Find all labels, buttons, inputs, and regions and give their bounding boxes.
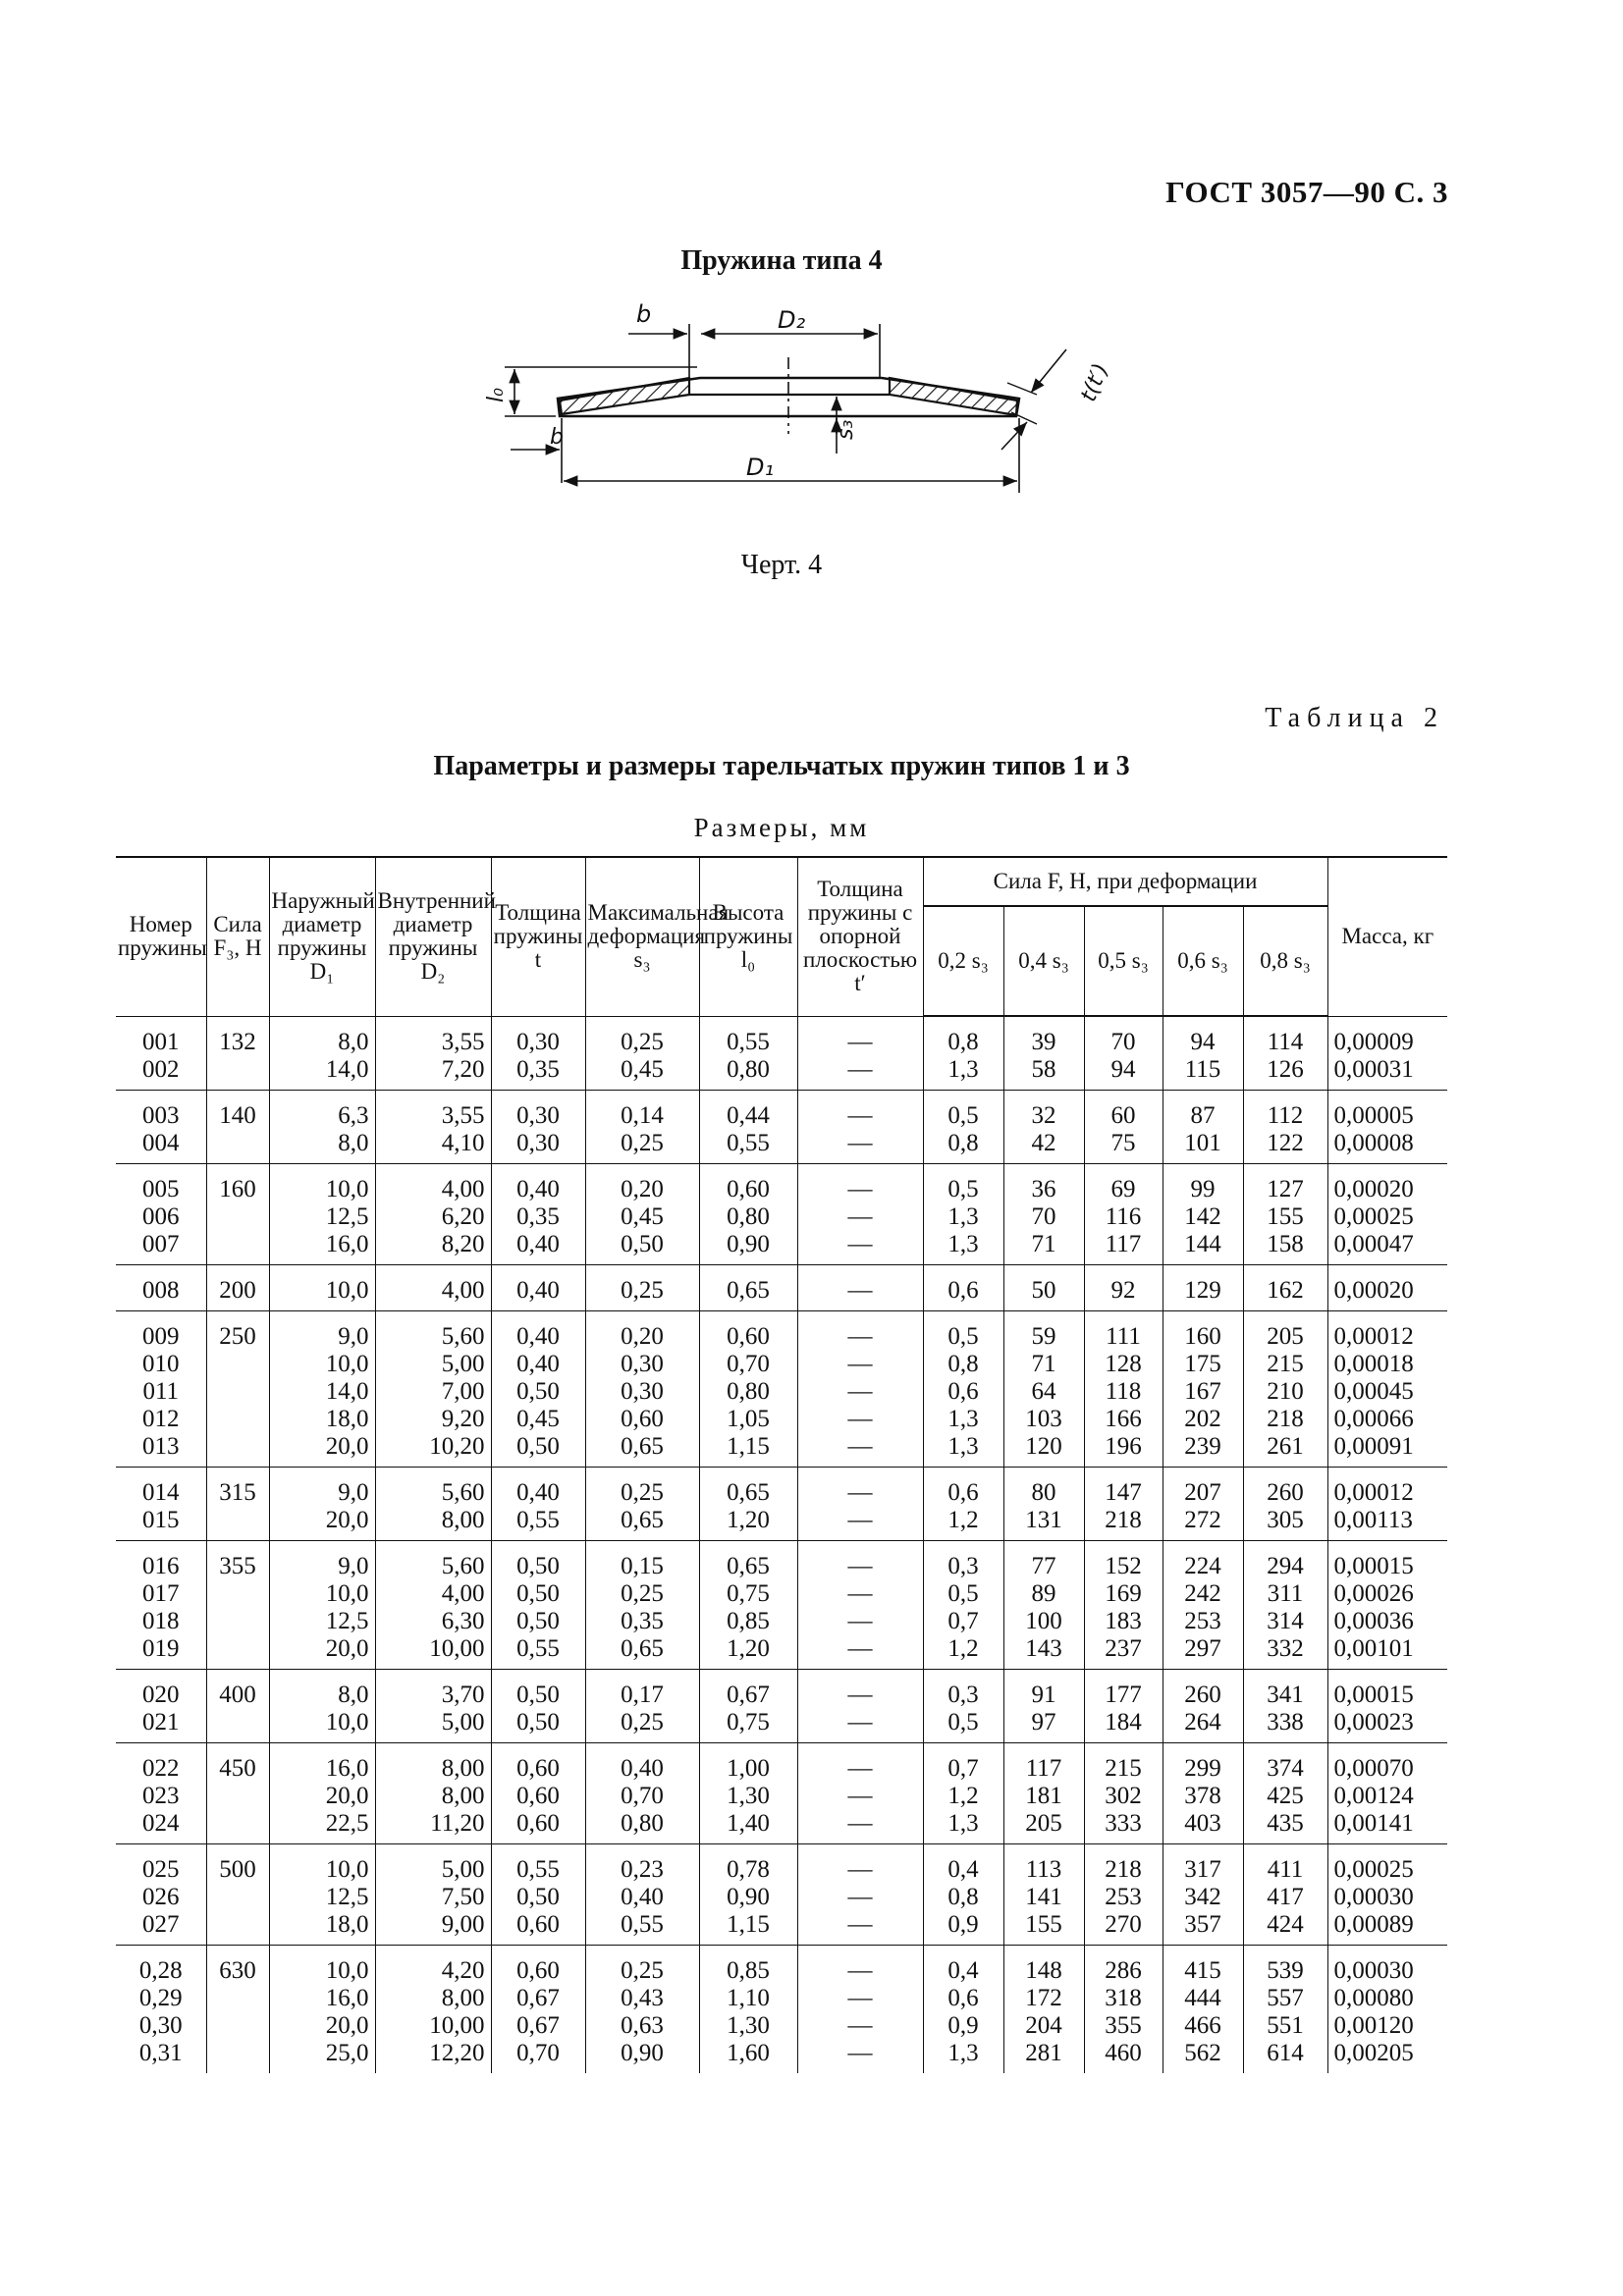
cell-f08: 539 557 551 614 [1243,1946,1327,2074]
cell-thickness: 0,30 0,35 [491,1016,585,1091]
cell-f02: 0,5 1,3 1,3 [923,1164,1003,1265]
cell-force: 630 [206,1946,269,2074]
s3-label: s₃ [834,419,858,440]
col-header-thickness: Толщина пружины t [491,857,585,1016]
cell-mass: 0,00015 0,00023 [1327,1670,1447,1743]
cell-f06: 160 175 167 202 239 [1163,1311,1243,1468]
col-header-deformation: Максимальная деформация s₃ [585,857,699,1016]
cell-mass: 0,00012 0,00018 0,00045 0,00066 0,00091 [1327,1311,1447,1468]
cell-f04: 77 89 100 143 [1003,1541,1084,1670]
cell-f04: 117 181 205 [1003,1743,1084,1844]
cell-mass: 0,00005 0,00008 [1327,1091,1447,1164]
cell-mass: 0,00012 0,00113 [1327,1468,1447,1541]
cell-f05: 69 116 117 [1084,1164,1163,1265]
cell-d2: 4,20 8,00 10,00 12,20 [375,1946,491,2074]
cell-d1: 10,0 12,5 18,0 [269,1844,375,1946]
cell-force: 450 [206,1743,269,1844]
t-label: t(t′) [1076,359,1114,405]
cell-mass: 0,00025 0,00030 0,00089 [1327,1844,1447,1946]
table-unit: Размеры, мм [693,813,870,842]
col-header-d1: Наружный диаметр пружины D₁ [269,857,375,1016]
table-row [116,1743,1447,1844]
cell-f06: 317 342 357 [1163,1844,1243,1946]
cell-f06: 224 242 253 297 [1163,1541,1243,1670]
cell-thickness: 0,40 [491,1265,585,1311]
cell-d2: 4,00 [375,1265,491,1311]
col-header-f05: 0,5 s₃ [1084,906,1163,1016]
cell-number: 022 023 024 [116,1743,206,1844]
cell-height: 0,65 1,20 [699,1468,797,1541]
cell-deformation: 0,20 0,45 0,50 [585,1164,699,1265]
cell-d2: 5,00 7,50 9,00 [375,1844,491,1946]
cell-number: 020 021 [116,1670,206,1743]
col-header-force: Сила F₃, Н [206,857,269,1016]
cell-f06: 260 264 [1163,1670,1243,1743]
right-section [890,378,1017,415]
cell-d2: 3,55 4,10 [375,1091,491,1164]
cell-thickness-support: — — [797,1016,923,1091]
table-body [116,1016,1447,2073]
cell-number: 003 004 [116,1091,206,1164]
col-header-f02: 0,2 s₃ [923,906,1003,1016]
cell-f05: 111 128 118 166 196 [1084,1311,1163,1468]
cell-f05: 286 318 355 460 [1084,1946,1163,2074]
cell-deformation: 0,20 0,30 0,30 0,60 0,65 [585,1311,699,1468]
cell-thickness-support: — — — — [797,1946,923,2074]
cell-f04: 91 97 [1003,1670,1084,1743]
cell-number: 001 002 [116,1016,206,1091]
cell-f02: 0,3 0,5 [923,1670,1003,1743]
table-row [116,1091,1447,1164]
col-header-f04: 0,4 s₃ [1003,906,1084,1016]
col-header-height: Высота пружины l₀ [699,857,797,1016]
cell-f02: 0,8 1,3 [923,1016,1003,1091]
cell-thickness-support: — — [797,1468,923,1541]
cell-f04: 50 [1003,1265,1084,1311]
cell-f08: 162 [1243,1265,1327,1311]
b-bottom-label: b [550,425,564,450]
cell-f05: 70 94 [1084,1016,1163,1091]
cell-f04: 36 70 71 [1003,1164,1084,1265]
cell-f06: 94 115 [1163,1016,1243,1091]
cell-f05: 92 [1084,1265,1163,1311]
cell-number: 005 006 007 [116,1164,206,1265]
cell-f06: 129 [1163,1265,1243,1311]
cell-f02: 0,4 0,8 0,9 [923,1844,1003,1946]
cell-f08: 374 425 435 [1243,1743,1327,1844]
d2-label: D₂ [778,306,806,334]
cell-f05: 218 253 270 [1084,1844,1163,1946]
cell-thickness: 0,40 0,55 [491,1468,585,1541]
cell-thickness-support: — — — [797,1844,923,1946]
cell-mass: 0,00009 0,00031 [1327,1016,1447,1091]
cell-number: 0,28 0,29 0,30 0,31 [116,1946,206,2074]
cell-deformation: 0,25 0,65 [585,1468,699,1541]
cell-f05: 215 302 333 [1084,1743,1163,1844]
cell-f04: 39 58 [1003,1016,1084,1091]
cell-thickness-support: — — — [797,1164,923,1265]
cell-f04: 80 131 [1003,1468,1084,1541]
cell-d1: 9,0 20,0 [269,1468,375,1541]
cell-thickness-support: — — — [797,1743,923,1844]
cell-number: 009 010 011 012 013 [116,1311,206,1468]
cell-thickness-support: — — [797,1670,923,1743]
cell-f08: 127 155 158 [1243,1164,1327,1265]
cell-f02: 0,6 [923,1265,1003,1311]
cell-d1: 10,0 16,0 20,0 25,0 [269,1946,375,2074]
cell-thickness: 0,60 0,60 0,60 [491,1743,585,1844]
cell-f05: 177 184 [1084,1670,1163,1743]
col-header-number: Номер пружины [116,857,206,1016]
l0-label: l₀ [484,388,509,402]
cell-d1: 16,0 20,0 22,5 [269,1743,375,1844]
cell-force: 200 [206,1265,269,1311]
col-header-force-group: Сила F, Н, при деформации [923,857,1327,906]
cell-d2: 3,70 5,00 [375,1670,491,1743]
cell-f08: 411 417 424 [1243,1844,1327,1946]
table-row [116,1468,1447,1541]
table-row [116,1265,1447,1311]
figure-caption: Черт. 4 [740,550,823,580]
cell-f02: 0,5 0,8 [923,1091,1003,1164]
cell-thickness-support: — — [797,1091,923,1164]
cell-deformation: 0,25 [585,1265,699,1311]
cell-d2: 5,60 4,00 6,30 10,00 [375,1541,491,1670]
cell-d2: 8,00 8,00 11,20 [375,1743,491,1844]
cell-deformation: 0,23 0,40 0,55 [585,1844,699,1946]
col-header-thickness-support: Толщина пружины с опорной плоскостью t′ [797,857,923,1016]
table-row [116,1311,1447,1468]
cell-height: 0,60 0,70 0,80 1,05 1,15 [699,1311,797,1468]
col-header-f06: 0,6 s₃ [1163,906,1243,1016]
col-header-d2: Внутренний диаметр пружины D₂ [375,857,491,1016]
cell-height: 0,85 1,10 1,30 1,60 [699,1946,797,2074]
cell-height: 0,65 [699,1265,797,1311]
col-header-mass: Масса, кг [1327,857,1447,1016]
page-header: ГОСТ 3057—90 С. 3 [1165,175,1448,209]
cell-deformation: 0,14 0,25 [585,1091,699,1164]
cell-f06: 99 142 144 [1163,1164,1243,1265]
cell-f05: 60 75 [1084,1091,1163,1164]
cell-mass: 0,00020 [1327,1265,1447,1311]
cell-f08: 294 311 314 332 [1243,1541,1327,1670]
cell-mass: 0,00070 0,00124 0,00141 [1327,1743,1447,1844]
cell-thickness: 0,40 0,40 0,50 0,45 0,50 [491,1311,585,1468]
cell-d2: 5,60 5,00 7,00 9,20 10,20 [375,1311,491,1468]
cell-f08: 112 122 [1243,1091,1327,1164]
d1-label: D₁ [746,454,775,481]
cell-deformation: 0,40 0,70 0,80 [585,1743,699,1844]
table-row [116,1946,1447,2074]
cell-f06: 207 272 [1163,1468,1243,1541]
cell-d1: 8,0 14,0 [269,1016,375,1091]
table-row [116,1016,1447,1091]
cell-f02: 0,5 0,8 0,6 1,3 1,3 [923,1311,1003,1468]
cell-f08: 205 215 210 218 261 [1243,1311,1327,1468]
cell-thickness: 0,30 0,30 [491,1091,585,1164]
cell-height: 1,00 1,30 1,40 [699,1743,797,1844]
cell-thickness-support: — — — — — [797,1311,923,1468]
cell-force: 400 [206,1670,269,1743]
cell-f08: 114 126 [1243,1016,1327,1091]
cell-force: 140 [206,1091,269,1164]
cell-f02: 0,4 0,6 0,9 1,3 [923,1946,1003,2074]
cell-mass: 0,00020 0,00025 0,00047 [1327,1164,1447,1265]
cell-number: 025 026 027 [116,1844,206,1946]
cell-number: 008 [116,1265,206,1311]
cell-d1: 9,0 10,0 14,0 18,0 20,0 [269,1311,375,1468]
cell-d1: 10,0 [269,1265,375,1311]
cell-f04: 148 172 204 281 [1003,1946,1084,2074]
cell-thickness: 0,60 0,67 0,67 0,70 [491,1946,585,2074]
spring-drawing [481,287,1114,512]
cell-force: 500 [206,1844,269,1946]
cell-f02: 0,6 1,2 [923,1468,1003,1541]
left-section [560,378,689,414]
cell-force: 355 [206,1541,269,1670]
cell-deformation: 0,25 0,45 [585,1016,699,1091]
table-row [116,1541,1447,1670]
cell-thickness-support: — [797,1265,923,1311]
cell-f06: 87 101 [1163,1091,1243,1164]
cell-height: 0,78 0,90 1,15 [699,1844,797,1946]
cell-thickness: 0,50 0,50 [491,1670,585,1743]
cell-d1: 8,0 10,0 [269,1670,375,1743]
cell-thickness: 0,55 0,50 0,60 [491,1844,585,1946]
table-row [116,1164,1447,1265]
cell-f06: 415 444 466 562 [1163,1946,1243,2074]
cell-height: 0,65 0,75 0,85 1,20 [699,1541,797,1670]
cell-thickness-support: — — — — [797,1541,923,1670]
cell-d2: 5,60 8,00 [375,1468,491,1541]
cell-f04: 59 71 64 103 120 [1003,1311,1084,1468]
cell-deformation: 0,17 0,25 [585,1670,699,1743]
cell-f08: 260 305 [1243,1468,1327,1541]
cell-thickness: 0,40 0,35 0,40 [491,1164,585,1265]
cell-d1: 9,0 10,0 12,5 20,0 [269,1541,375,1670]
cell-deformation: 0,25 0,43 0,63 0,90 [585,1946,699,2074]
cell-number: 016 017 018 019 [116,1541,206,1670]
cell-height: 0,67 0,75 [699,1670,797,1743]
cell-f04: 32 42 [1003,1091,1084,1164]
cell-f02: 0,7 1,2 1,3 [923,1743,1003,1844]
cell-d1: 10,0 12,5 16,0 [269,1164,375,1265]
cell-force: 132 [206,1016,269,1091]
cell-d2: 3,55 7,20 [375,1016,491,1091]
cell-height: 0,44 0,55 [699,1091,797,1164]
col-header-f08: 0,8 s₃ [1243,906,1327,1016]
table-title: Параметры и размеры тарельчатых пружин типов 1 и 3 [433,751,1130,781]
cell-height: 0,55 0,80 [699,1016,797,1091]
cell-f04: 113 141 155 [1003,1844,1084,1946]
cell-d1: 6,3 8,0 [269,1091,375,1164]
cell-f08: 341 338 [1243,1670,1327,1743]
cell-force: 250 [206,1311,269,1468]
cell-height: 0,60 0,80 0,90 [699,1164,797,1265]
figure-title: Пружина типа 4 [680,245,883,276]
table-number: Таблица 2 [1265,703,1444,733]
cell-f02: 0,3 0,5 0,7 1,2 [923,1541,1003,1670]
spring-parameters-table [116,856,1447,2073]
cell-number: 014 015 [116,1468,206,1541]
cell-mass: 0,00015 0,00026 0,00036 0,00101 [1327,1541,1447,1670]
cell-d2: 4,00 6,20 8,20 [375,1164,491,1265]
table-row [116,1670,1447,1743]
cell-force: 315 [206,1468,269,1541]
cell-deformation: 0,15 0,25 0,35 0,65 [585,1541,699,1670]
cell-mass: 0,00030 0,00080 0,00120 0,00205 [1327,1946,1447,2074]
table-row [116,1844,1447,1946]
cell-f06: 299 378 403 [1163,1743,1243,1844]
cell-f05: 147 218 [1084,1468,1163,1541]
cell-f05: 152 169 183 237 [1084,1541,1163,1670]
cell-thickness: 0,50 0,50 0,50 0,55 [491,1541,585,1670]
cell-force: 160 [206,1164,269,1265]
b-top-label: b [636,300,652,328]
